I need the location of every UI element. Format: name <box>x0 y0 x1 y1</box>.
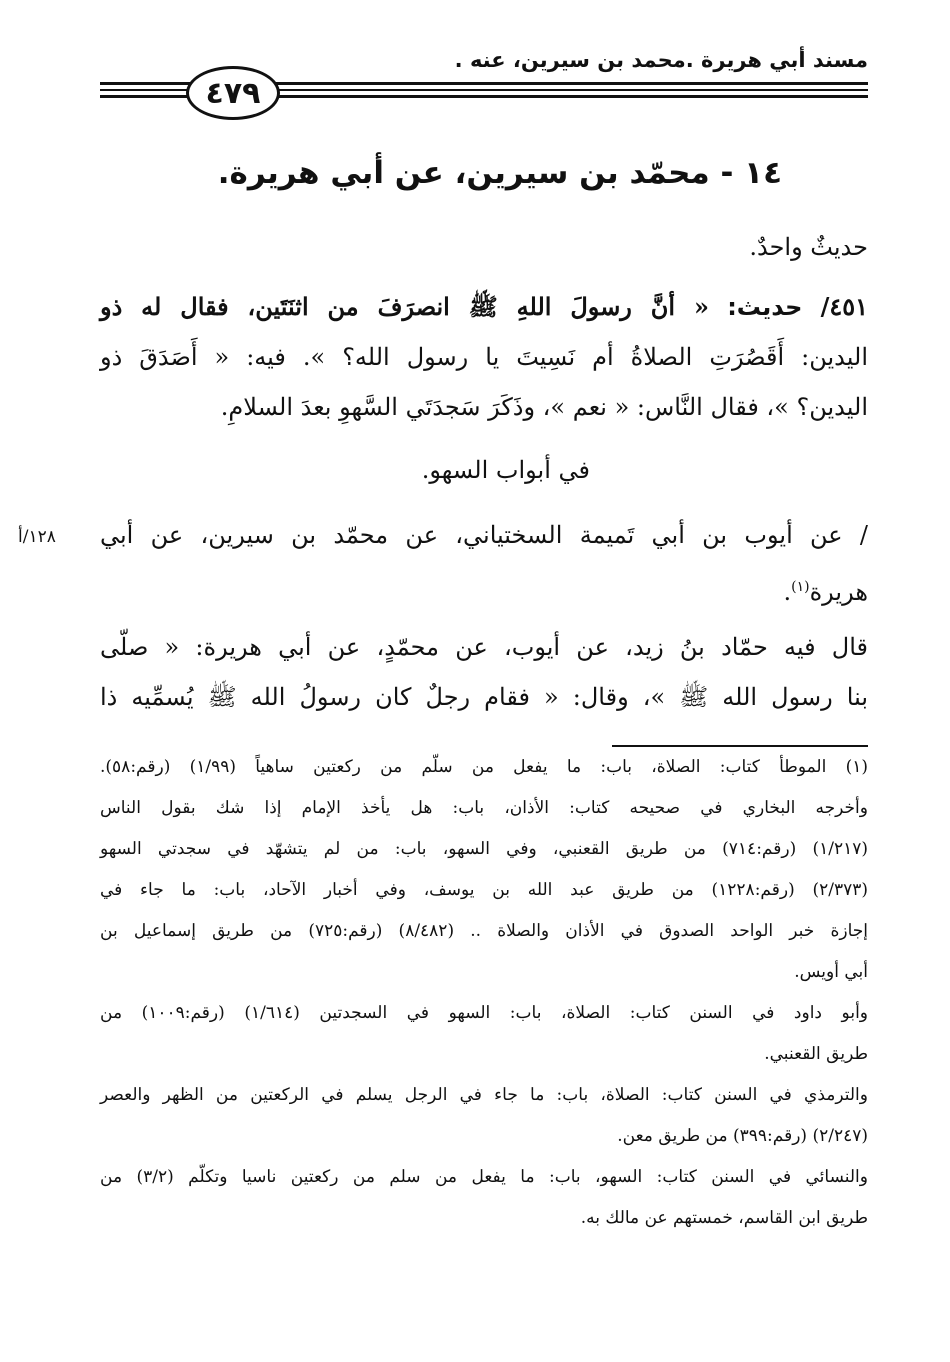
footnote-line: أبي أويس. <box>794 962 868 982</box>
manuscript-folio-note: ١٢٨/أ <box>18 527 56 547</box>
chapter-reference: في أبواب السهو. <box>421 456 590 484</box>
chapter-title: ١٤ - محمّد بن سيرين، عن أبي هريرة. <box>217 155 782 191</box>
footnote-line: وأبو داود في السنن كتاب: الصلاة، باب: السهو في السجدتين (١/٦١٤) (رقم:١٠٠٩) من <box>100 1003 869 1023</box>
hadith-line-1 <box>100 292 868 322</box>
hadith-line-2: اليدين: أَقَصُرَتِ الصلاةُ أم نَسِيتَ يا رسول الله؟ ». فيه: « أَصَدَقَ ذو <box>100 343 868 371</box>
hadith-count: حديثٌ واحدٌ. <box>749 233 868 261</box>
footnote-line: (٢/٢٤٧) (رقم:٣٩٩) من طريق معن. <box>617 1126 868 1146</box>
footnote-line: وأخرجه البخاري في صحيحه كتاب: الأذان، باب: هل يأخذ الإمام إذا شك بقول الناس <box>100 798 868 818</box>
footnote-line: إجازة خبر الواحد الصدوق في الأذان والصلاة .. (٨/٤٨٢) (رقم:٧٢٥) من طريق إسماعيل بن <box>100 921 868 941</box>
isnad-text: هريرة <box>809 578 868 606</box>
footnote-line: (١/٢١٧) (رقم:٧١٤) من طريق القعنبي، وفي السهو، باب: من لم يتشهّد في سجدتي السهو <box>100 839 869 859</box>
footnote-separator <box>612 745 868 747</box>
running-head: مسند أبي هريرة .محمد بن سيرين، عنه . <box>454 48 868 72</box>
footnote-line: طريق القعنبي. <box>764 1044 868 1064</box>
hadith-number: ٤٥١/ <box>820 292 868 321</box>
hammad-line-2: بنا رسول الله ﷺ »، وقال: « فقام رجلٌ كان رسولُ الله ﷺ يُسمِّيه ذا <box>100 683 868 711</box>
footnote-line: (٢/٣٧٣) (رقم:١٢٢٨) من طريق عبد الله بن يوسف، وفي أخبار الآحاد، باب: ما جاء في <box>100 880 869 900</box>
isnad-line-1: / عن أيوب بن أبي تَميمة السختياني، عن محمّد بن سيرين، عن أبي <box>100 521 868 549</box>
footnote-line: والنسائي في السنن كتاب: السهو، باب: ما يفعل من سلم من ركعتين ناسيا وتكلّم (٣/٢) من <box>100 1167 868 1187</box>
footnote-line: والترمذي في السنن كتاب: الصلاة، باب: ما جاء في الرجل يسلم في الركعتين من الظهر والعصر <box>100 1085 868 1105</box>
hadith-line-3: اليدين؟ »، فقال النَّاس: « نعم »، وذَكَرَ سَجدَتَي السَّهوِ بعدَ السلامِ. <box>220 393 868 421</box>
hadith-label: حديث: <box>727 293 803 321</box>
hadith-text: « أنَّ رسولَ اللهِ ﷺ انصرَفَ من اثنَتَين، فقال له ذو <box>100 292 709 321</box>
isnad-end: . <box>783 578 792 606</box>
page-number: ٤٧٩ <box>186 66 280 120</box>
isnad-line-2 <box>783 572 868 607</box>
hammad-line-1: قال فيه حمّاد بنُ زيد، عن أيوب، عن محمّدٍ، عن أبي هريرة: « صلّى <box>100 633 868 661</box>
footnote-line: (١) الموطأ كتاب: الصلاة، باب: ما يفعل من سلّم من ركعتين ساهياً (١/٩٩) (رقم:٥٨). <box>100 757 869 777</box>
footnote-marker: (١) <box>791 579 810 595</box>
footnote-line: طريق ابن القاسم، خمستهم عن مالك به. <box>580 1208 868 1228</box>
